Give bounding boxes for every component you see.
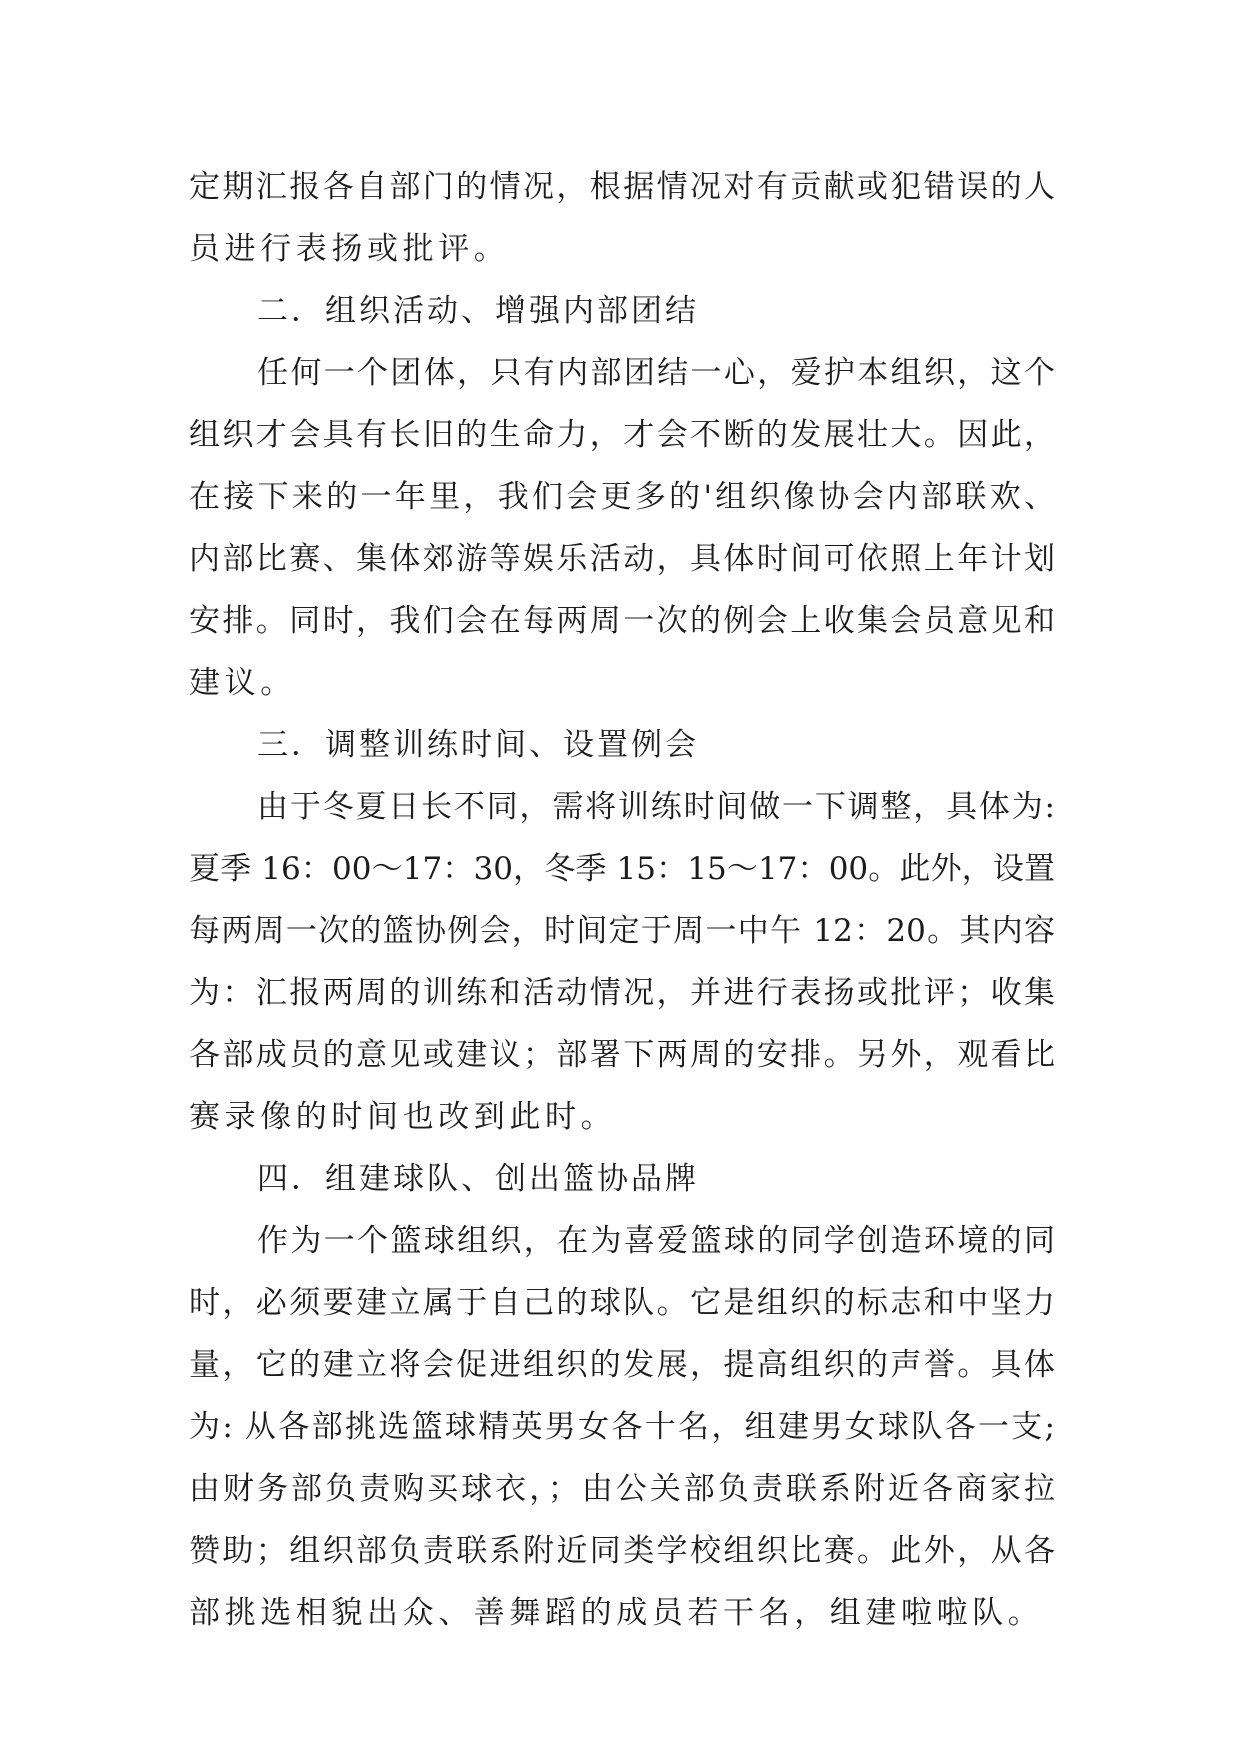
paragraph-line: 内部比赛、集体郊游等娱乐活动，具体时间可依照上年计划 xyxy=(189,541,1055,577)
paragraph-line: 夏季 16：00～17：30，冬季 15：15～17：00。此外，设置 xyxy=(189,851,1055,887)
document-body xyxy=(189,156,1055,1644)
paragraph-line: 赞助；组织部负责联系附近同类学校组织比赛。此外，从各 xyxy=(189,1533,1055,1569)
paragraph-line: 任何一个团体，只有内部团结一心，爱护本组织，这个 xyxy=(257,355,1055,391)
paragraph-line: 员进行表扬或批评。 xyxy=(189,231,510,267)
paragraph-line: 赛录像的时间也改到此时。 xyxy=(189,1099,617,1135)
section-heading: 二．组织活动、增强内部团结 xyxy=(257,293,699,329)
paragraph-line: 时，必须要建立属于自己的球队。它是组织的标志和中坚力 xyxy=(189,1285,1055,1321)
paragraph-line: 由财务部负责购买球衣，；由公关部负责联系附近各商家拉 xyxy=(189,1471,1055,1507)
section-heading: 三．调整训练时间、设置例会 xyxy=(257,727,699,763)
paragraph-line: 定期汇报各自部门的情况，根据情况对有贡献或犯错误的人 xyxy=(189,169,1055,205)
section-heading: 四．组建球队、创出篮协品牌 xyxy=(257,1161,699,1197)
paragraph-line: 作为一个篮球组织，在为喜爱篮球的同学创造环境的同 xyxy=(257,1223,1055,1259)
paragraph-line: 组织才会具有长旧的生命力，才会不断的发展壮大。因此， xyxy=(189,417,1055,453)
paragraph-line: 由于冬夏日长不同，需将训练时间做一下调整，具体为: xyxy=(257,789,1055,825)
paragraph-line: 安排。同时，我们会在每两周一次的例会上收集会员意见和 xyxy=(189,603,1055,639)
paragraph-line: 在接下来的一年里，我们会更多的'组织像协会内部联欢、 xyxy=(189,479,1055,515)
paragraph-line: 为: 从各部挑选篮球精英男女各十名，组建男女球队各一支; xyxy=(189,1409,1055,1445)
paragraph-line: 建议。 xyxy=(189,665,296,701)
paragraph-line: 各部成员的意见或建议；部署下两周的安排。另外，观看比 xyxy=(189,1037,1055,1073)
paragraph-line: 每两周一次的篮协例会，时间定于周一中午 12：20。其内容 xyxy=(189,913,1055,949)
paragraph-line: 量，它的建立将会促进组织的发展，提高组织的声誉。具体 xyxy=(189,1347,1055,1383)
paragraph-line: 部挑选相貌出众、善舞蹈的成员若干名，组建啦啦队。 xyxy=(189,1595,1044,1631)
paragraph-line: 为：汇报两周的训练和活动情况，并进行表扬或批评；收集 xyxy=(189,975,1055,1011)
